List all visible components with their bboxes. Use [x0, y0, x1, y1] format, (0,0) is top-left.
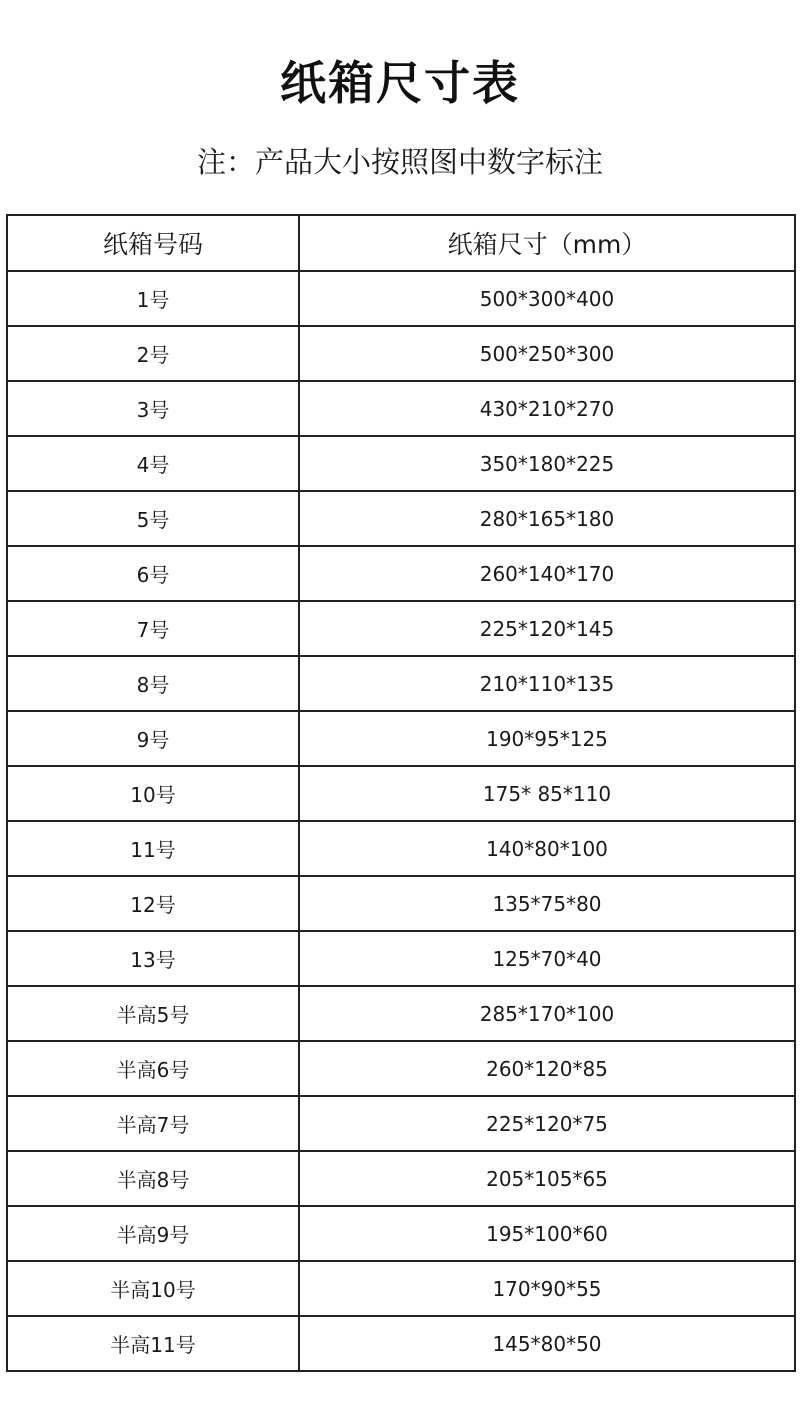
- box-code-cell: 3号: [7, 381, 299, 436]
- box-size-cell: 260*140*170: [299, 546, 795, 601]
- table-row: [7, 1206, 795, 1261]
- box-code-cell: 半高11号: [7, 1316, 299, 1371]
- table-row: [7, 766, 795, 821]
- box-size-cell: 195*100*60: [299, 1206, 795, 1261]
- table-row: [7, 1096, 795, 1151]
- header-box-size: 纸箱尺寸（mm）: [299, 215, 795, 271]
- table-row: [7, 1151, 795, 1206]
- box-code-cell: 12号: [7, 876, 299, 931]
- table-row: [7, 821, 795, 876]
- box-code-cell: 4号: [7, 436, 299, 491]
- table-row: [7, 986, 795, 1041]
- table-row: [7, 1041, 795, 1096]
- table-row: [7, 931, 795, 986]
- box-size-cell: 350*180*225: [299, 436, 795, 491]
- box-size-cell: 135*75*80: [299, 876, 795, 931]
- box-size-cell: 205*105*65: [299, 1151, 795, 1206]
- table-row: [7, 436, 795, 491]
- size-table: [6, 214, 796, 1372]
- box-size-cell: 430*210*270: [299, 381, 795, 436]
- box-size-cell: 260*120*85: [299, 1041, 795, 1096]
- box-size-cell: 145*80*50: [299, 1316, 795, 1371]
- box-code-cell: 11号: [7, 821, 299, 876]
- box-code-cell: 半高10号: [7, 1261, 299, 1316]
- table-row: [7, 271, 795, 326]
- page-title: 纸箱尺寸表: [280, 56, 520, 110]
- table-row: [7, 1316, 795, 1371]
- table-row: [7, 656, 795, 711]
- table-row: [7, 711, 795, 766]
- table-body: [7, 271, 795, 1371]
- table-row: [7, 601, 795, 656]
- box-code-cell: 1号: [7, 271, 299, 326]
- box-code-cell: 半高6号: [7, 1041, 299, 1096]
- box-size-cell: 500*300*400: [299, 271, 795, 326]
- box-size-cell: 140*80*100: [299, 821, 795, 876]
- table-row: [7, 876, 795, 931]
- box-code-cell: 半高5号: [7, 986, 299, 1041]
- table-header-row: [7, 215, 795, 271]
- header-box-code: 纸箱号码: [7, 215, 299, 271]
- box-size-cell: 225*120*75: [299, 1096, 795, 1151]
- note-text: 注：产品大小按照图中数字标注: [196, 145, 603, 179]
- box-size-cell: 210*110*135: [299, 656, 795, 711]
- box-size-cell: 125*70*40: [299, 931, 795, 986]
- box-code-cell: 半高8号: [7, 1151, 299, 1206]
- box-size-cell: 500*250*300: [299, 326, 795, 381]
- box-code-cell: 10号: [7, 766, 299, 821]
- box-size-cell: 175* 85*110: [299, 766, 795, 821]
- box-code-cell: 8号: [7, 656, 299, 711]
- box-code-cell: 7号: [7, 601, 299, 656]
- box-code-cell: 半高9号: [7, 1206, 299, 1261]
- table-row: [7, 491, 795, 546]
- box-code-cell: 6号: [7, 546, 299, 601]
- table-row: [7, 326, 795, 381]
- box-size-cell: 285*170*100: [299, 986, 795, 1041]
- table-row: [7, 381, 795, 436]
- box-code-cell: 5号: [7, 491, 299, 546]
- box-size-cell: 190*95*125: [299, 711, 795, 766]
- box-size-cell: 280*165*180: [299, 491, 795, 546]
- box-size-cell: 225*120*145: [299, 601, 795, 656]
- box-size-cell: 170*90*55: [299, 1261, 795, 1316]
- box-code-cell: 半高7号: [7, 1096, 299, 1151]
- box-code-cell: 2号: [7, 326, 299, 381]
- box-code-cell: 13号: [7, 931, 299, 986]
- box-code-cell: 9号: [7, 711, 299, 766]
- table-row: [7, 1261, 795, 1316]
- table-row: [7, 546, 795, 601]
